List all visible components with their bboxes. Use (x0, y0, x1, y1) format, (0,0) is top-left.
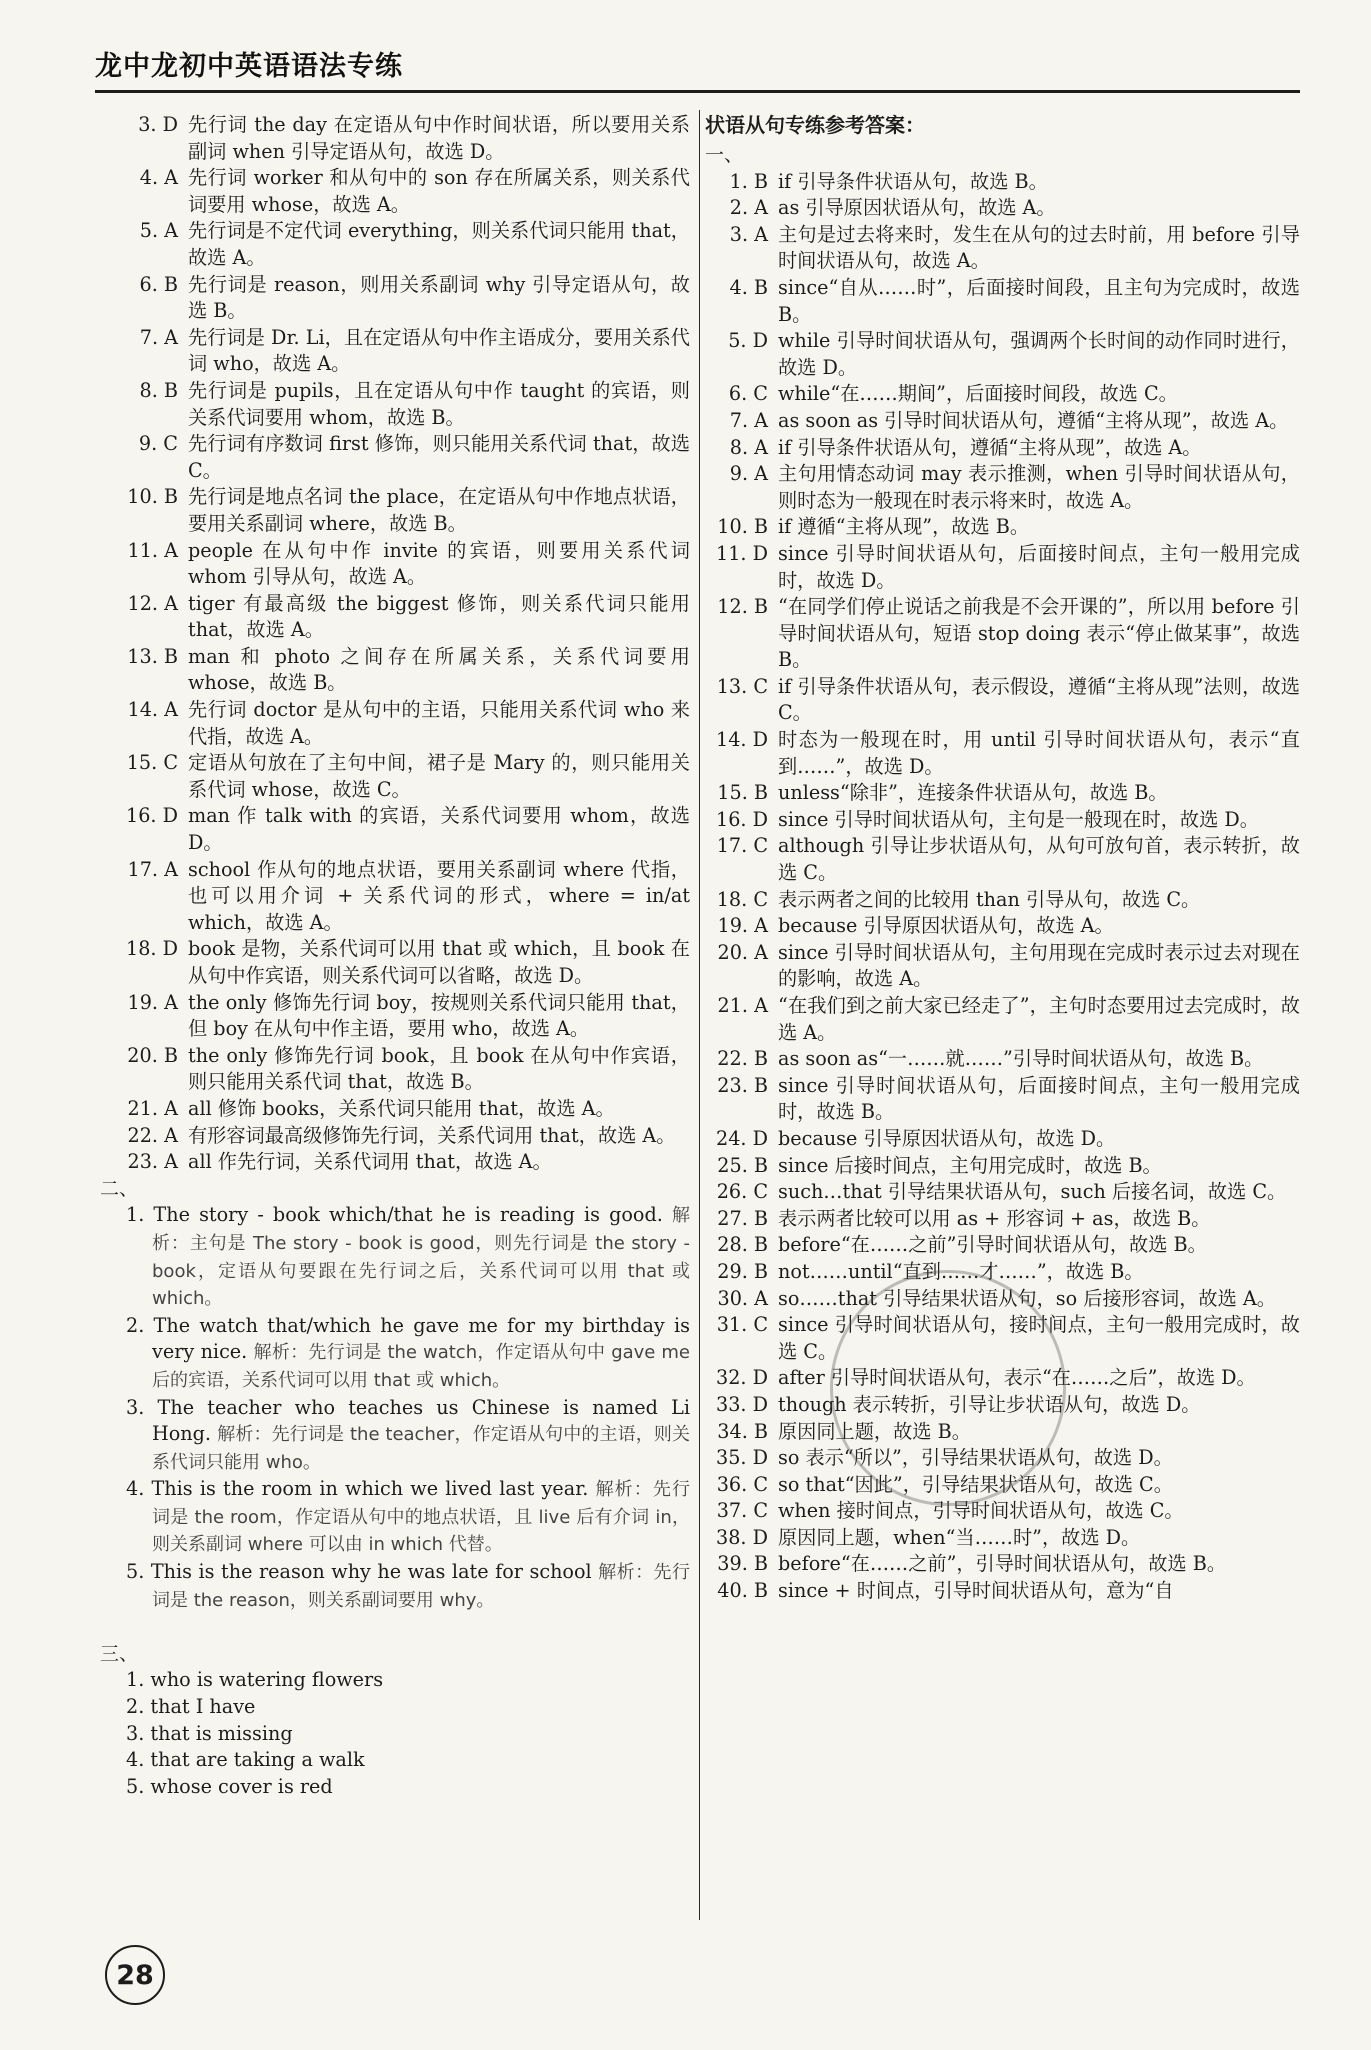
answer-number: 24. D (716, 1126, 768, 1150)
adverbial-section-title: 状语从句专练参考答案： (705, 113, 925, 137)
answer-number: 20. B (127, 1043, 178, 1067)
sentence-answer: 4. This is the room in which we lived last year. (126, 1477, 589, 1501)
answer-item (100, 1123, 690, 1150)
answer-number: 2. A (729, 196, 768, 220)
answer-number: 1. B (729, 169, 768, 193)
answer-number: 14. D (716, 728, 768, 752)
answer-item (705, 727, 1300, 780)
answer-number: 31. C (716, 1313, 768, 1337)
watermark-stamp (830, 1270, 1066, 1506)
answer-explanation: since 引导时间状语从句，主句是一般现在时，故选 D。 (778, 807, 1259, 831)
answer-item (100, 431, 690, 484)
answer-item (100, 1043, 690, 1096)
answer-item (705, 461, 1300, 514)
answer-item (705, 1498, 1300, 1525)
answer-explanation: when 接时间点，引导时间状语从句，故选 C。 (778, 1499, 1184, 1523)
answer-number: 33. D (716, 1392, 768, 1416)
answer-item (100, 272, 690, 325)
answer-explanation: since 引导时间状语从句，接时间点，主句一般用完成时，故选 C。 (778, 1313, 1300, 1363)
answer-number: 16. D (716, 807, 768, 831)
answer-item (705, 381, 1300, 408)
answer-number: 18. D (126, 937, 178, 961)
answer-item (705, 195, 1300, 222)
answer-item (100, 936, 690, 989)
sentence-answer: 3. The teacher who teaches us Chinese is named Li Hong. (126, 1395, 690, 1446)
answer-explanation: “在同学们停止说话之前我是不会开课的”，所以用 before 引导时间状语从句，短语 stop doing 表示“停止做某事”，故选 B。 (778, 595, 1300, 672)
answer-explanation: because 引导原因状语从句，故选 A。 (778, 914, 1114, 938)
answer-explanation: the only 修饰先行词 book，且 book 在从句中作宾语，则只能用关系代词 that，故选 B。 (188, 1043, 690, 1094)
answer-number: 9. C (138, 432, 178, 456)
answer-explanation: 先行词是 reason，则用关系副词 why 引导定语从句，故选 B。 (188, 272, 690, 323)
answer-explanation: since + 时间点，引导时间状语从句，意为“自 (778, 1579, 1174, 1603)
answer-item (100, 697, 690, 750)
section-3-list (100, 1667, 690, 1800)
answer-item (705, 833, 1300, 886)
sentence-explanation: 解析：主句是 The story - book is good，则先行词是 the story - book，定语从句要跟在先行词之后，关系代词可以用 that 或 which。 (152, 1205, 690, 1310)
clause-answer: 3. that is missing (126, 1721, 293, 1745)
answer-number: 30. A (717, 1286, 768, 1310)
answer-explanation: school 作从句的地点状语，要用关系副词 where 代指，也可以用介词 + 关系代词的形式，where = in/at which，故选 A。 (188, 857, 690, 934)
answer-number: 17. C (716, 834, 768, 858)
clause-answer: 4. that are taking a walk (126, 1748, 365, 1772)
answer-explanation: 先行词是地点名词 the place，在定语从句中作地点状语，要用关系副词 where，故选 B。 (188, 485, 690, 535)
column-divider (699, 110, 700, 1920)
answer-item (100, 1096, 690, 1123)
answer-explanation: 有形容词最高级修饰先行词，关系代词用 that，故选 A。 (188, 1123, 676, 1147)
answer-explanation: since 引导时间状语从句，主句用现在完成时表示过去对现在的影响，故选 A。 (778, 940, 1300, 991)
answer-explanation: if 引导条件状语从句，遵循“主将从现”，故选 A。 (778, 435, 1202, 459)
answer-number: 3. A (729, 222, 768, 246)
answer-explanation: while 引导时间状语从句，强调两个长时间的动作同时进行，故选 D。 (778, 329, 1300, 379)
answer-item (705, 993, 1300, 1046)
sentence-answer: 5. This is the reason why he was late for school (126, 1560, 592, 1584)
answer-explanation: man 和 photo 之间存在所属关系，关系代词要用 whose，故选 B。 (188, 644, 690, 695)
answer-item (705, 541, 1300, 594)
answer-explanation: “在我们到之前大家已经走了”，主句时态要用过去完成时，故选 A。 (778, 994, 1300, 1044)
answer-number: 23. B (717, 1073, 768, 1097)
answer-number: 22. B (717, 1047, 768, 1071)
answer-number: 32. D (716, 1366, 768, 1390)
answer-number: 40. B (717, 1579, 768, 1603)
answer-explanation: 原因同上题，故选 B。 (778, 1419, 971, 1443)
answer-item (100, 325, 690, 378)
answer-number: 6. B (139, 272, 178, 296)
answer-number: 9. A (729, 462, 768, 486)
answer-number: 13. B (127, 644, 178, 668)
answer-explanation: 定语从句放在了主句中间，裙子是 Mary 的，则只能用关系代词 whose，故选 C。 (188, 751, 690, 801)
answer-number: 14. A (127, 698, 178, 722)
answer-item (705, 674, 1300, 727)
page-header (95, 38, 1300, 93)
answer-number: 17. A (127, 857, 178, 881)
left-column (100, 112, 690, 1800)
answer-number: 15. C (126, 751, 178, 775)
answer-item (705, 328, 1300, 381)
answer-explanation: such…that 引导结果状语从句，such 后接名词，故选 C。 (778, 1180, 1287, 1204)
answer-explanation: as soon as 引导时间状语从句，遵循“主将从现”，故选 A。 (778, 408, 1289, 432)
answer-number: 19. A (127, 990, 178, 1014)
answer-explanation: so 表示“所以”，引导结果状语从句，故选 D。 (778, 1446, 1173, 1470)
answer-explanation: since 后接时间点，主句用完成时，故选 B。 (778, 1153, 1162, 1177)
answer-number: 23. A (127, 1150, 178, 1174)
answer-explanation: 表示两者比较可以用 as + 形容词 + as，故选 B。 (778, 1206, 1211, 1230)
answer-item (100, 750, 690, 803)
answer-explanation: if 引导条件状语从句，故选 B。 (778, 169, 1048, 193)
answer-number: 10. B (127, 485, 178, 509)
answer-number: 13. C (716, 674, 768, 698)
sentence-explanation: 解析：先行词是 the watch，作定语从句中 gave me 后的宾语，关系代词可以用 that 或 which。 (152, 1342, 690, 1391)
answer-number: 36. C (716, 1472, 768, 1496)
answer-item (705, 1073, 1300, 1126)
answer-number: 21. A (127, 1096, 178, 1120)
section-2-list (100, 1202, 690, 1614)
answer-item (705, 275, 1300, 328)
answer-explanation: 先行词 worker 和从句中的 son 存在所属关系，则关系代词要用 whose，故选 A。 (188, 166, 690, 216)
answer-number: 20. A (717, 940, 768, 964)
answer-explanation: 先行词 the day 在定语从句中作时间状语，所以要用关系副词 when 引导定语从句，故选 D。 (188, 113, 690, 163)
answer-item (100, 803, 690, 856)
answer-explanation: 先行词 doctor 是从句中的主语，只能用关系代词 who 来代指，故选 A。 (188, 698, 690, 748)
answer-number: 12. A (127, 591, 178, 615)
answer-item (100, 990, 690, 1043)
answer-explanation: 原因同上题，when“当……时”，故选 D。 (778, 1525, 1141, 1549)
answer-number: 15. B (717, 781, 768, 805)
answer-item (705, 887, 1300, 914)
sentence-answer: 2. The watch that/which he gave me for my birthday is very nice. (126, 1313, 690, 1364)
answer-item (705, 594, 1300, 674)
answer-item (705, 169, 1300, 196)
answer-number: 8. A (729, 435, 768, 459)
answer-item (100, 644, 690, 697)
answer-item (100, 218, 690, 271)
answer-number: 26. C (716, 1180, 768, 1204)
answer-item (705, 1232, 1300, 1259)
answer-item (705, 408, 1300, 435)
answer-explanation: all 修饰 books，关系代词只能用 that，故选 A。 (188, 1096, 615, 1120)
section-mark-3: 三、 (100, 1642, 139, 1665)
answer-number: 34. B (717, 1419, 768, 1443)
answer-number: 29. B (717, 1259, 768, 1283)
answer-item (100, 378, 690, 431)
answer-explanation: 主句用情态动词 may 表示推测，when 引导时间状语从句，则时态为一般现在时表示将来时，故选 A。 (778, 462, 1300, 512)
page-number: 28 (105, 1945, 165, 2005)
sentence-explanation: 解析：先行词是 the teacher，作定语从句中的主语，则关系代词只能用 who。 (152, 1424, 690, 1473)
answer-explanation: though 表示转折，引导让步状语从句，故选 D。 (778, 1392, 1201, 1416)
answer-explanation: all 作先行词，关系代词用 that，故选 A。 (188, 1150, 552, 1174)
answer-item (100, 538, 690, 591)
spacer (100, 1614, 690, 1641)
answer-item (705, 913, 1300, 940)
answer-explanation: 先行词有序数词 first 修饰，则只能用关系代词 that，故选 C。 (188, 432, 690, 482)
answer-explanation: man 作 talk with 的宾语，关系代词要用 whom，故选 D。 (188, 804, 690, 855)
answer-item (705, 940, 1300, 993)
answer-number: 27. B (717, 1206, 768, 1230)
answer-explanation: so……that 引导结果状语从句，so 后接形容词，故选 A。 (778, 1286, 1276, 1310)
answer-explanation: as 引导原因状语从句，故选 A。 (778, 196, 1056, 220)
clause-answer: 1. who is watering flowers (126, 1668, 384, 1692)
answer-item (705, 780, 1300, 807)
answer-number: 8. B (139, 378, 178, 402)
clause-answer: 5. whose cover is red (126, 1774, 333, 1798)
answer-number: 19. A (717, 914, 768, 938)
answer-item (100, 591, 690, 644)
section-mark-2: 二、 (100, 1177, 139, 1200)
answer-explanation: while“在……期间”，后面接时间段，故选 C。 (778, 382, 1178, 406)
answer-number: 6. C (728, 382, 768, 406)
book-title: 龙中龙初中英语语法专练 (95, 51, 403, 82)
sentence-explanation: 解析：先行词是 the room，作定语从句中的地点状语，且 live 后有介词 in，则关系副词 where 可以由 in which 代替。 (152, 1479, 691, 1556)
answer-explanation: after 引导时间状语从句，表示“在……之后”，故选 D。 (778, 1366, 1256, 1390)
answer-item (705, 1551, 1300, 1578)
sentence-item (100, 1476, 690, 1559)
answer-item (705, 1179, 1300, 1206)
answer-explanation: 先行词是 pupils，且在定语从句中作 taught 的宾语，则关系代词要用 whom，故选 B。 (188, 378, 690, 429)
answer-item (705, 1206, 1300, 1233)
answer-explanation: although 引导让步状语从句，从句可放句首，表示转折，故选 C。 (778, 834, 1300, 885)
answer-number: 35. D (716, 1446, 768, 1470)
section-mark-1: 一、 (705, 144, 744, 166)
answer-number: 16. D (126, 804, 178, 828)
answer-explanation: tiger 有最高级 the biggest 修饰，则关系代词只能用 that，故选 A。 (188, 591, 690, 642)
answer-explanation: before“在……之前”引导时间状语从句，故选 B。 (778, 1233, 1207, 1257)
answer-explanation: 时态为一般现在时，用 until 引导时间状语从句，表示“直到……”，故选 D。 (778, 728, 1300, 778)
answer-item (705, 1046, 1300, 1073)
answer-item (705, 1153, 1300, 1180)
answer-explanation: before“在……之前”，引导时间状语从句，故选 B。 (778, 1552, 1227, 1576)
answer-number: 25. B (717, 1153, 768, 1177)
sentence-item (100, 1395, 690, 1477)
answer-item (100, 1149, 690, 1176)
answer-number: 7. A (729, 408, 768, 432)
answer-number: 10. B (717, 515, 768, 539)
answer-list-relative-clauses (100, 112, 690, 1176)
sentence-answer: 1. The story - book which/that he is reading is good. (126, 1203, 663, 1227)
answer-explanation: the only 修饰先行词 boy，按规则关系代词只能用 that，但 boy 在从句中作主语，要用 who，故选 A。 (188, 990, 690, 1041)
answer-item (705, 222, 1300, 275)
answer-number: 22. A (127, 1123, 178, 1147)
answer-item (705, 435, 1300, 462)
answer-number: 4. A (139, 166, 178, 190)
answer-explanation: as soon as“一……就……”引导时间状语从句，故选 B。 (778, 1047, 1264, 1071)
answer-explanation: 表示两者之间的比较用 than 引导从句，故选 C。 (778, 887, 1201, 911)
answer-explanation: since 引导时间状语从句，后面接时间点，主句一般用完成时，故选 D。 (778, 541, 1300, 592)
answer-explanation: 先行词是不定代词 everything，则关系代词只能用 that，故选 A。 (188, 219, 690, 269)
answer-number: 21. A (717, 994, 768, 1017)
answer-explanation: if 引导条件状语从句，表示假设，遵循“主将从现”法则，故选 C。 (778, 674, 1300, 725)
answer-item (705, 807, 1300, 834)
answer-item (705, 1525, 1300, 1552)
answer-item (705, 1259, 1300, 1286)
sentence-item (100, 1313, 690, 1395)
answer-explanation: book 是物，关系代词可以用 that 或 which，且 book 在从句中作宾语，则关系代词可以省略，故选 D。 (188, 937, 690, 987)
answer-number: 5. D (728, 329, 768, 353)
answer-number: 7. A (139, 325, 178, 349)
answer-explanation: if 遵循“主将从现”，故选 B。 (778, 515, 1030, 539)
answer-number: 37. C (716, 1499, 768, 1523)
answer-explanation: 先行词是 Dr. Li，且在定语从句中作主语成分，要用关系代词 who，故选 A。 (188, 325, 690, 376)
answer-explanation: since 引导时间状语从句，后面接时间点，主句一般用完成时，故选 B。 (778, 1073, 1300, 1124)
sentence-item (100, 1202, 690, 1312)
answer-number: 38. D (716, 1525, 768, 1549)
answer-item (100, 165, 690, 218)
answer-item (100, 857, 690, 937)
answer-number: 28. B (717, 1233, 768, 1257)
answer-number: 5. A (139, 219, 178, 243)
sentence-item (100, 1559, 690, 1614)
answer-explanation: 主句是过去将来时，发生在从句的过去时前，用 before 引导时间状语从句，故选 A。 (778, 222, 1300, 273)
answer-explanation: people 在从句中作 invite 的宾语，则要用关系代词 whom 引导从句，故选 A。 (188, 538, 690, 589)
answer-explanation: since“自从……时”，后面接时间段，且主句为完成时，故选 B。 (778, 275, 1300, 326)
answer-explanation: because 引导原因状语从句，故选 D。 (778, 1126, 1116, 1150)
answer-item (705, 1578, 1300, 1605)
answer-explanation: so that“因此”，引导结果状语从句，故选 C。 (778, 1472, 1173, 1496)
sentence-explanation: 解析：先行词是 the reason，则关系副词要用 why。 (152, 1562, 690, 1611)
answer-number: 11. D (716, 541, 768, 565)
answer-number: 4. B (729, 275, 768, 299)
answer-item (100, 484, 690, 537)
answer-item (705, 1126, 1300, 1153)
answer-item (705, 514, 1300, 541)
answer-number: 39. B (717, 1552, 768, 1576)
answer-number: 18. C (716, 887, 768, 911)
answer-number: 11. A (127, 538, 178, 562)
answer-number: 3. D (138, 113, 178, 136)
answer-explanation: not……until“直到……才……”，故选 B。 (778, 1259, 1144, 1283)
answer-number: 12. B (717, 595, 768, 619)
clause-answer: 2. that I have (126, 1695, 256, 1719)
answer-explanation: unless“除非”，连接条件状语从句，故选 B。 (778, 781, 1168, 805)
answer-item (100, 112, 690, 165)
